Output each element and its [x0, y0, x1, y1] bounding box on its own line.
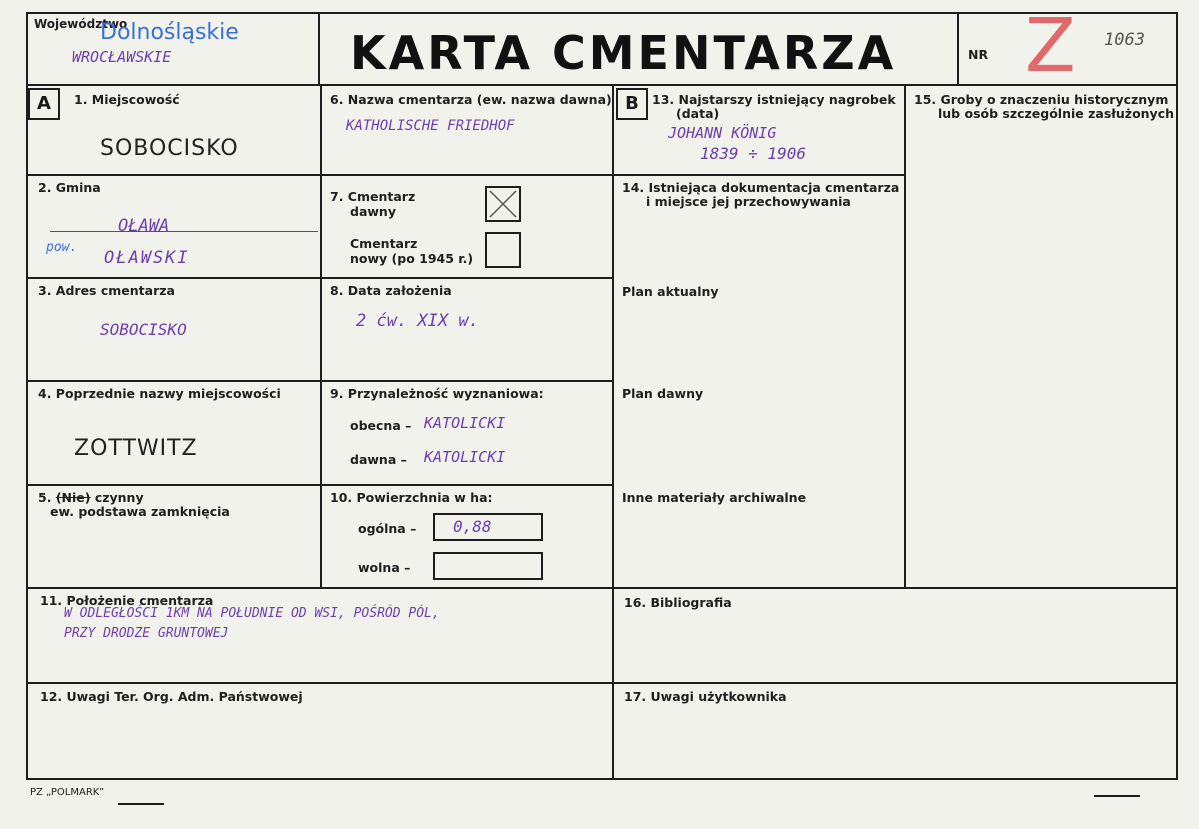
field-14-label-2: i miejsce jej przechowywania: [646, 194, 851, 209]
wojewodztwo-label: Województwo: [34, 17, 128, 31]
field-16-label: 16. Bibliografia: [624, 595, 732, 610]
field-7-nowy-label-2: nowy (po 1945 r.): [350, 251, 474, 266]
wolna-field[interactable]: [433, 552, 543, 580]
row-sep-2: [26, 277, 614, 279]
field-9-dawna-label: dawna –: [350, 452, 407, 467]
field-11-value-line2: PRZY DRODZE GRUNTOWEJ: [64, 626, 229, 641]
field-12-label: 12. Uwagi Ter. Org. Adm. Państwowej: [40, 689, 303, 704]
field-7-nowy-label-1: Cmentarz: [350, 236, 418, 251]
field-8-value: 2 ćw. XIX w.: [356, 311, 479, 331]
wojewodztwo-stamp: Dolnośląskie: [100, 20, 239, 45]
field-2-pow-label: pow.: [46, 240, 78, 255]
col-b-c: [612, 84, 614, 780]
field-3-value: SOBOCISKO: [100, 320, 187, 339]
header-col-1: [318, 12, 320, 86]
col-c-d: [904, 84, 906, 588]
field-7-dawny-label-2: dawny: [350, 204, 396, 219]
field-11-label: 11. Położenie cmentarza: [40, 593, 214, 608]
row-sep-6: [26, 682, 1178, 684]
header-col-2: [957, 12, 959, 86]
field-5-nie: (Nie): [55, 490, 91, 505]
field-2-pow-value: OŁAWSKI: [104, 248, 190, 268]
field-14-label-1: 14. Istniejąca dokumentacja cmentarza: [622, 180, 900, 195]
ogolna-field[interactable]: [433, 513, 543, 541]
field-4-label: 4. Poprzednie nazwy miejscowości: [38, 386, 281, 401]
field-9-dawna-value: KATOLICKI: [424, 448, 506, 466]
wojewodztwo-handwritten: WROCŁAWSKIE: [72, 48, 172, 66]
field-6-value: KATHOLISCHE FRIEDHOF: [346, 118, 515, 134]
plan-aktualny-label: Plan aktualny: [622, 284, 719, 299]
field-9-obecna-value: KATOLICKI: [424, 414, 506, 432]
field-5-label: [38, 490, 144, 505]
field-5-line2: ew. podstawa zamknięcia: [50, 504, 230, 519]
field-5-number: 5.: [38, 490, 52, 505]
field-1-value: SOBOCISKO: [100, 136, 239, 161]
field-13-name: JOHANN KÖNIG: [668, 124, 777, 142]
checked-x-icon: [487, 188, 519, 220]
section-a-badge: A: [28, 88, 60, 120]
field-4-value: ZOTTWITZ: [74, 436, 198, 461]
nr-number: 1063: [1104, 30, 1145, 50]
inne-materialy-label: Inne materiały archiwalne: [622, 490, 807, 505]
header-divider: [26, 84, 1178, 86]
field-6-label: 6. Nazwa cmentarza (ew. nazwa dawna): [330, 92, 612, 107]
field-8-label: 8. Data założenia: [330, 283, 452, 298]
footer-line-right: [1094, 795, 1140, 797]
nr-label: NR: [968, 47, 989, 62]
frame-bottom: [26, 778, 1178, 780]
row-sep-3: [26, 380, 614, 382]
field-1-label: 1. Miejscowość: [74, 92, 180, 107]
dawny-checkbox[interactable]: [485, 186, 521, 222]
field-11-value-line1: W ODLEGŁOŚCI 1KM NA POŁUDNIE OD WSI, POŚRÓD PÓL,: [64, 606, 440, 621]
field-13-label-1: 13. Najstarszy istniejący nagrobek: [652, 92, 896, 107]
field-2-gmina-value: OŁAWA: [118, 216, 170, 236]
row-sep-b: [612, 174, 906, 176]
field-9-label: 9. Przynależność wyznaniowa:: [330, 386, 544, 401]
pow-underline: [50, 231, 318, 232]
field-2-label: 2. Gmina: [38, 180, 101, 195]
section-b-badge: B: [616, 88, 648, 120]
field-10-ogolna-value: 0,88: [453, 517, 492, 536]
frame-top: [26, 12, 1178, 14]
field-7-dawny-label-1: 7. Cmentarz: [330, 189, 416, 204]
footer-line-left: [118, 803, 164, 805]
row-sep-5: [26, 587, 1178, 589]
field-10-wolna-label: wolna –: [358, 560, 411, 575]
field-13-dates: 1839 ÷ 1906: [700, 144, 806, 163]
nowy-checkbox[interactable]: [485, 232, 521, 268]
field-17-label: 17. Uwagi użytkownika: [624, 689, 787, 704]
row-sep-1: [26, 174, 614, 176]
field-10-ogolna-label: ogólna –: [358, 521, 417, 536]
field-9-obecna-label: obecna –: [350, 418, 412, 433]
frame-left: [26, 12, 28, 780]
frame-right: [1176, 12, 1178, 780]
field-5-czynny: czynny: [94, 490, 144, 505]
page-title: KARTA CMENTARZA: [350, 26, 897, 80]
col-a-b: [320, 84, 322, 588]
row-sep-4: [26, 484, 614, 486]
field-10-label: 10. Powierzchnia w ha:: [330, 490, 493, 505]
printer-imprint: PZ „POLMARK”: [30, 787, 105, 798]
field-13-label-2: (data): [676, 106, 720, 121]
plan-dawny-label: Plan dawny: [622, 386, 704, 401]
field-15-label-1: 15. Groby o znaczeniu historycznym: [914, 92, 1169, 107]
field-3-label: 3. Adres cmentarza: [38, 283, 175, 298]
field-15-label-2: lub osób szczególnie zasłużonych: [938, 106, 1175, 121]
nr-letter: Z: [1025, 3, 1076, 89]
